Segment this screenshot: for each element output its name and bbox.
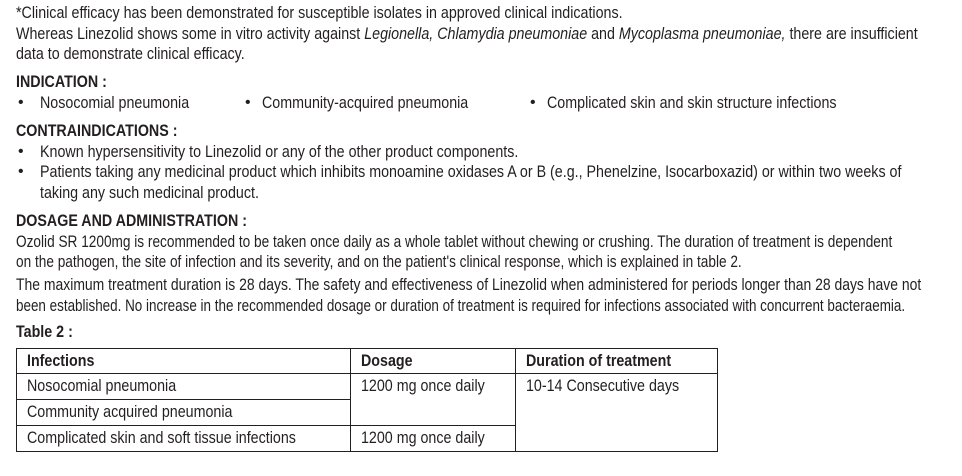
in-vitro-note-continued — [16, 44, 282, 64]
indication-item-1: Nosocomial pneumonia — [40, 93, 190, 112]
dosage-heading — [16, 211, 285, 231]
efficacy-note-text: *Clinical efficacy has been demonstrated for susceptible isolates in approved clinical indications. — [16, 3, 623, 22]
table-header-row — [17, 349, 718, 374]
table-2-caption-text: Table 2 : — [16, 322, 73, 341]
indication-heading — [16, 72, 122, 92]
dosage-p1-l1-text: Ozolid SR 1200mg is recommended to be taken once daily as a whole tablet without chewing or crushing. The duration of treatment is dependent — [16, 232, 893, 251]
organism-legionella-chlamydia: Legionella, Chlamydia pneumoniae — [364, 24, 588, 43]
header-dosage: Dosage — [350, 349, 515, 374]
bullet-icon: • — [18, 163, 24, 180]
dosage-p2-l2-text: been established. No increase in the recommended dosage or duration of treatment is required for infections associated with concurrent bacteraemia. — [16, 296, 906, 315]
contraindications-heading-text: CONTRAINDICATIONS : — [16, 121, 178, 140]
header-infections: Infections — [17, 349, 351, 374]
dosage-paragraph-1-line2 — [16, 252, 899, 272]
infection-cell: Community acquired pneumonia — [17, 400, 351, 426]
dosage-cell: 1200 mg once daily — [350, 374, 515, 426]
contraindication-item-2-line2: taking any such medicinal product. — [40, 183, 259, 202]
in-vitro-note-line3: data to demonstrate clinical efficacy. — [16, 44, 245, 63]
contraindication-item-1-text: Known hypersensitivity to Linezolid or any of the other product components. — [40, 142, 519, 161]
bullet-icon: • — [18, 143, 24, 160]
infection-cell: Complicated skin and soft tissue infections — [17, 426, 351, 452]
table-row — [17, 374, 718, 400]
dosage-paragraph-1-line1 — [16, 232, 962, 252]
efficacy-note — [16, 3, 721, 23]
dosage-p2-l1-text: The maximum treatment duration is 28 days. The safety and effectiveness of Linezolid when administered for periods longer than 28 days have not — [16, 275, 922, 294]
infection-cell: Nosocomial pneumonia — [17, 374, 351, 400]
bullet-icon: • — [530, 94, 536, 111]
duration-cell: 10-14 Consecutive days — [515, 374, 717, 452]
header-duration: Duration of treatment — [515, 349, 717, 374]
indication-item-2: Community-acquired pneumonia — [262, 93, 469, 112]
contraindications-heading — [16, 121, 204, 141]
dosage-cell: 1200 mg once daily — [350, 426, 515, 452]
dosage-paragraph-2-line2 — [16, 296, 962, 316]
table-2-caption — [16, 322, 82, 342]
indication-item-3: Complicated skin and skin structure infections — [547, 93, 837, 112]
in-vitro-note-prefix: Whereas Linezolid shows some in vitro activity against — [16, 24, 365, 43]
bullet-icon: • — [18, 94, 24, 111]
dosage-heading-text: DOSAGE AND ADMINISTRATION : — [16, 211, 247, 230]
dosage-table — [16, 348, 718, 452]
dosage-paragraph-2-line1 — [16, 275, 962, 295]
organism-mycoplasma: Mycoplasma pneumoniae, — [618, 24, 786, 43]
dosage-p1-l2-text: on the pathogen, the site of infection and its severity, and on the patient's clinical response, which is explained in table 2. — [16, 252, 742, 271]
contraindication-item-1 — [16, 142, 946, 162]
contraindication-item-2 — [16, 162, 946, 202]
in-vitro-note — [16, 24, 962, 44]
contraindication-item-2-line1: Patients taking any medicinal product which inhibits monoamine oxidases A or B (e.g., Phenelzine, Isocarboxazid) or within two weeks of — [40, 162, 902, 181]
indication-heading-text: INDICATION : — [16, 72, 107, 91]
bullet-icon: • — [245, 94, 251, 111]
in-vitro-note-and: and — [587, 24, 619, 43]
in-vitro-note-suffix: there are insufficient — [785, 24, 918, 43]
indication-list — [16, 93, 916, 113]
